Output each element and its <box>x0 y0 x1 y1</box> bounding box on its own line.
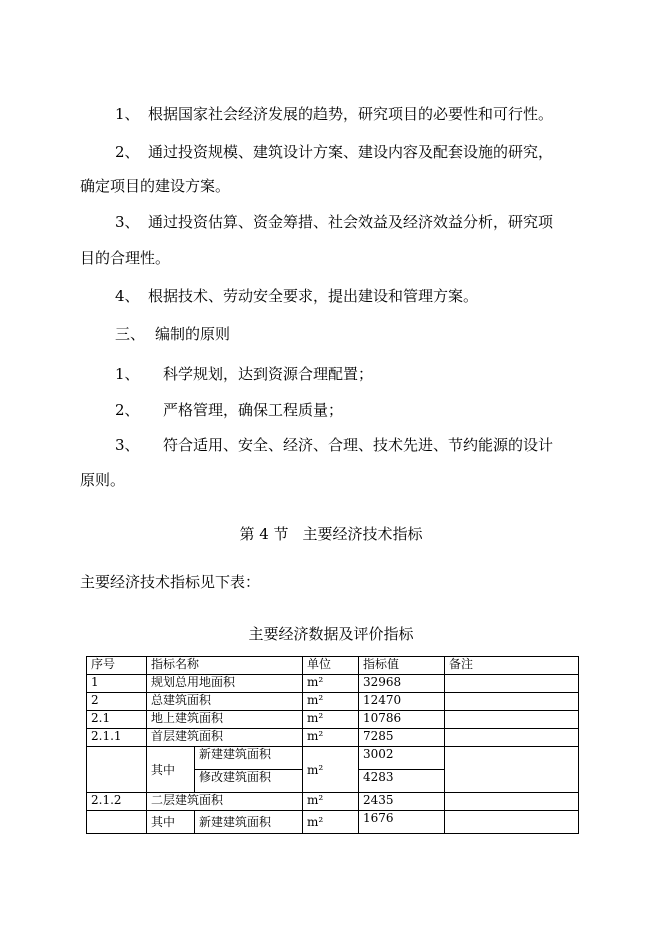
table-row <box>87 693 579 711</box>
table-row <box>87 729 579 747</box>
principle-1 <box>115 364 373 384</box>
principle-3-text: 符合适用、安全、经济、合理、技术先进、节约能源的设计 <box>163 436 554 454</box>
cell-value: 32968 <box>359 675 445 693</box>
principle-2 <box>115 400 343 420</box>
cell-note <box>445 793 579 811</box>
paragraph-4-number: 4、 <box>115 287 140 305</box>
cell-name: 总建筑面积 <box>147 693 303 711</box>
heading-principles <box>115 324 230 344</box>
cell-unit: m² <box>303 747 359 793</box>
table-row <box>87 711 579 729</box>
header-no: 序号 <box>87 657 147 675</box>
paragraph-4-text: 根据技术、劳动安全要求，提出建设和管理方案。 <box>148 287 479 305</box>
cell-no: 2.1.1 <box>87 729 147 747</box>
paragraph-3-text: 通过投资估算、资金筹措、社会效益及经济效益分析，研究项 <box>148 213 554 231</box>
header-value: 指标值 <box>359 657 445 675</box>
paragraph-2-text: 通过投资规模、建筑设计方案、建设内容及配套设施的研究， <box>148 143 554 161</box>
cell-unit: m² <box>303 693 359 711</box>
table-intro: 主要经济技术指标见下表： <box>80 573 261 591</box>
cell-note <box>445 711 579 729</box>
cell-unit: m² <box>303 675 359 693</box>
principle-1-text: 科学规划，达到资源合理配置； <box>163 365 374 383</box>
section-name: 主要经济技术指标 <box>302 525 423 543</box>
cell-no: 2 <box>87 693 147 711</box>
principle-3-continuation: 原则。 <box>80 471 126 489</box>
cell-value: 10786 <box>359 711 445 729</box>
paragraph-3-number: 3、 <box>115 213 140 231</box>
cell-no <box>87 747 147 793</box>
table-row <box>87 811 579 834</box>
section-label: 第 4 节 <box>239 525 289 543</box>
header-name: 指标名称 <box>147 657 303 675</box>
principle-3-number: 3、 <box>115 436 140 454</box>
principle-2-number: 2、 <box>115 401 140 419</box>
cell-unit: m² <box>303 729 359 747</box>
cell-unit: m² <box>303 793 359 811</box>
table-row <box>87 747 579 770</box>
paragraph-4 <box>115 286 478 306</box>
paragraph-2 <box>115 142 553 162</box>
table-header-row <box>87 657 579 675</box>
table-row <box>87 793 579 811</box>
paragraph-1 <box>115 104 553 124</box>
cell-name: 首层建筑面积 <box>147 729 303 747</box>
cell-subname: 修改建筑面积 <box>195 770 303 793</box>
principle-2-text: 严格管理，确保工程质量； <box>163 401 344 419</box>
cell-unit: m² <box>303 711 359 729</box>
cell-subname: 新建建筑面积 <box>195 747 303 770</box>
cell-value: 12470 <box>359 693 445 711</box>
heading-principles-text: 编制的原则 <box>155 325 231 343</box>
cell-no: 1 <box>87 675 147 693</box>
paragraph-1-text: 根据国家社会经济发展的趋势，研究项目的必要性和可行性。 <box>148 105 554 123</box>
cell-unit: m² <box>303 811 359 834</box>
cell-name: 地上建筑面积 <box>147 711 303 729</box>
cell-no <box>87 811 147 834</box>
principle-3 <box>115 435 553 455</box>
principle-1-number: 1、 <box>115 365 140 383</box>
cell-subname: 新建建筑面积 <box>195 811 303 834</box>
cell-no: 2.1.2 <box>87 793 147 811</box>
header-unit: 单位 <box>303 657 359 675</box>
cell-note <box>445 693 579 711</box>
paragraph-2-number: 2、 <box>115 143 140 161</box>
cell-value: 4283 <box>359 770 445 793</box>
table-caption: 主要经济数据及评价指标 <box>248 625 414 643</box>
cell-value: 1676 <box>359 811 445 834</box>
cell-note <box>445 729 579 747</box>
table-row <box>87 675 579 693</box>
cell-value: 7285 <box>359 729 445 747</box>
cell-note <box>445 675 579 693</box>
cell-name: 规划总用地面积 <box>147 675 303 693</box>
cell-name: 二层建筑面积 <box>147 793 303 811</box>
heading-principles-number: 三、 <box>115 325 146 343</box>
header-note: 备注 <box>445 657 579 675</box>
indicator-table <box>86 656 579 834</box>
section-title <box>0 524 662 544</box>
cell-value: 2435 <box>359 793 445 811</box>
cell-note <box>445 747 579 793</box>
cell-value: 3002 <box>359 747 445 770</box>
paragraph-1-number: 1、 <box>115 105 140 123</box>
group-label: 其中 <box>147 811 195 834</box>
cell-note <box>445 811 579 834</box>
paragraph-3 <box>115 212 553 232</box>
paragraph-2-continuation: 确定项目的建设方案。 <box>80 177 231 195</box>
cell-no: 2.1 <box>87 711 147 729</box>
paragraph-3-continuation: 目的合理性。 <box>80 249 171 267</box>
group-label: 其中 <box>147 747 195 793</box>
